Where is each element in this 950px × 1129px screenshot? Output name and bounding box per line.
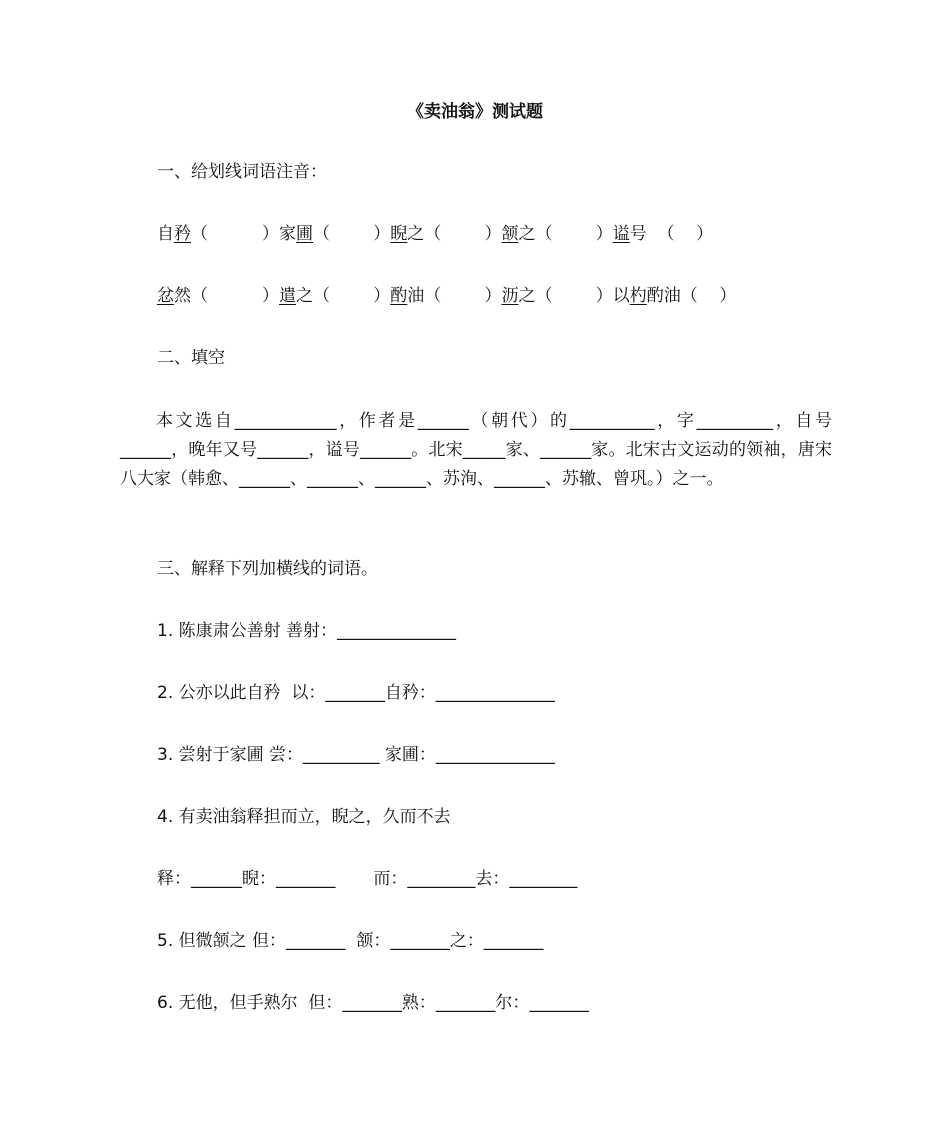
pinyin-row-1 <box>157 222 713 246</box>
pinyin-blank[interactable]: （ ） <box>313 286 391 306</box>
word-prefix: 自 <box>157 224 174 244</box>
word-prefix: 家 <box>279 224 297 244</box>
pinyin-blank[interactable]: （ ） <box>680 286 737 306</box>
section2-heading: 二、填空 <box>157 348 225 368</box>
underlined-char: 杓 <box>629 286 647 306</box>
pinyin-item <box>157 224 279 244</box>
underlined-char: 沥 <box>501 286 519 306</box>
word-suffix: 油 <box>407 286 425 306</box>
question-4-answers: 释：______睨：_______ 而：________去：________ <box>157 869 578 889</box>
pinyin-item <box>502 224 613 244</box>
pinyin-blank[interactable]: （ ） <box>313 224 391 244</box>
pinyin-blank[interactable]: （ ） <box>646 224 714 244</box>
pinyin-item <box>279 224 390 244</box>
word-suffix: 之 <box>407 224 425 244</box>
section1-heading: 一、给划线词语注音： <box>157 162 327 182</box>
underlined-char: 睨 <box>390 224 408 244</box>
question-1: 1. 陈康肃公善射 善射：______________ <box>157 621 457 641</box>
word-suffix: 之 <box>296 286 314 306</box>
word-suffix: 然 <box>174 286 191 306</box>
section3-heading: 三、解释下列加横线的词语。 <box>157 559 378 579</box>
pinyin-item <box>279 286 390 306</box>
underlined-char: 圃 <box>296 224 314 244</box>
underlined-char: 遣 <box>279 286 297 306</box>
pinyin-item <box>613 286 737 306</box>
question-6: 6. 无他，但手熟尔 但：_______熟：_______尔：_______ <box>157 993 589 1013</box>
word-suffix: 之 <box>518 286 536 306</box>
pinyin-item <box>613 224 713 244</box>
page-title: 《卖油翁》测试题 <box>407 102 543 122</box>
pinyin-item <box>390 224 501 244</box>
underlined-char: 谥 <box>612 224 630 244</box>
word-suffix: 酌油 <box>646 286 681 306</box>
pinyin-row-2 <box>157 284 736 308</box>
pinyin-item <box>390 286 501 306</box>
pinyin-blank[interactable]: （ ） <box>191 224 280 244</box>
question-5: 5. 但微颔之 但：_______ 颔：_______之：_______ <box>157 931 544 951</box>
underlined-char: 酌 <box>390 286 408 306</box>
pinyin-blank[interactable]: （ ） <box>424 224 502 244</box>
word-suffix: 号 <box>629 224 647 244</box>
question-4: 4. 有卖油翁释担而立，睨之，久而不去 <box>157 807 451 827</box>
underlined-char: 颔 <box>501 224 519 244</box>
pinyin-blank[interactable]: （ ） <box>424 286 502 306</box>
underlined-char: 矜 <box>174 224 191 244</box>
word-prefix: 以 <box>612 286 630 306</box>
underlined-char: 忿 <box>157 286 174 306</box>
pinyin-blank[interactable]: （ ） <box>535 224 613 244</box>
word-suffix: 之 <box>518 224 536 244</box>
question-2: 2. 公亦以此自矜 以：_______自矜：______________ <box>157 683 555 703</box>
pinyin-item <box>157 286 279 306</box>
pinyin-blank[interactable]: （ ） <box>191 286 280 306</box>
fill-blank-paragraph: 本文选自____________，作者是______（朝代）的__________，字_________，自号______，晚年又号______，谥号______。北宋_____家、______家。北宋古文运动的领袖，唐宋八大家（韩愈、______、______、______、苏洵、______、苏辙、曾巩。）之一。 <box>120 411 832 489</box>
pinyin-blank[interactable]: （ ） <box>535 286 613 306</box>
pinyin-item <box>502 286 613 306</box>
question-3: 3. 尝射于家圃 尝：_________ 家圃：______________ <box>157 745 555 765</box>
